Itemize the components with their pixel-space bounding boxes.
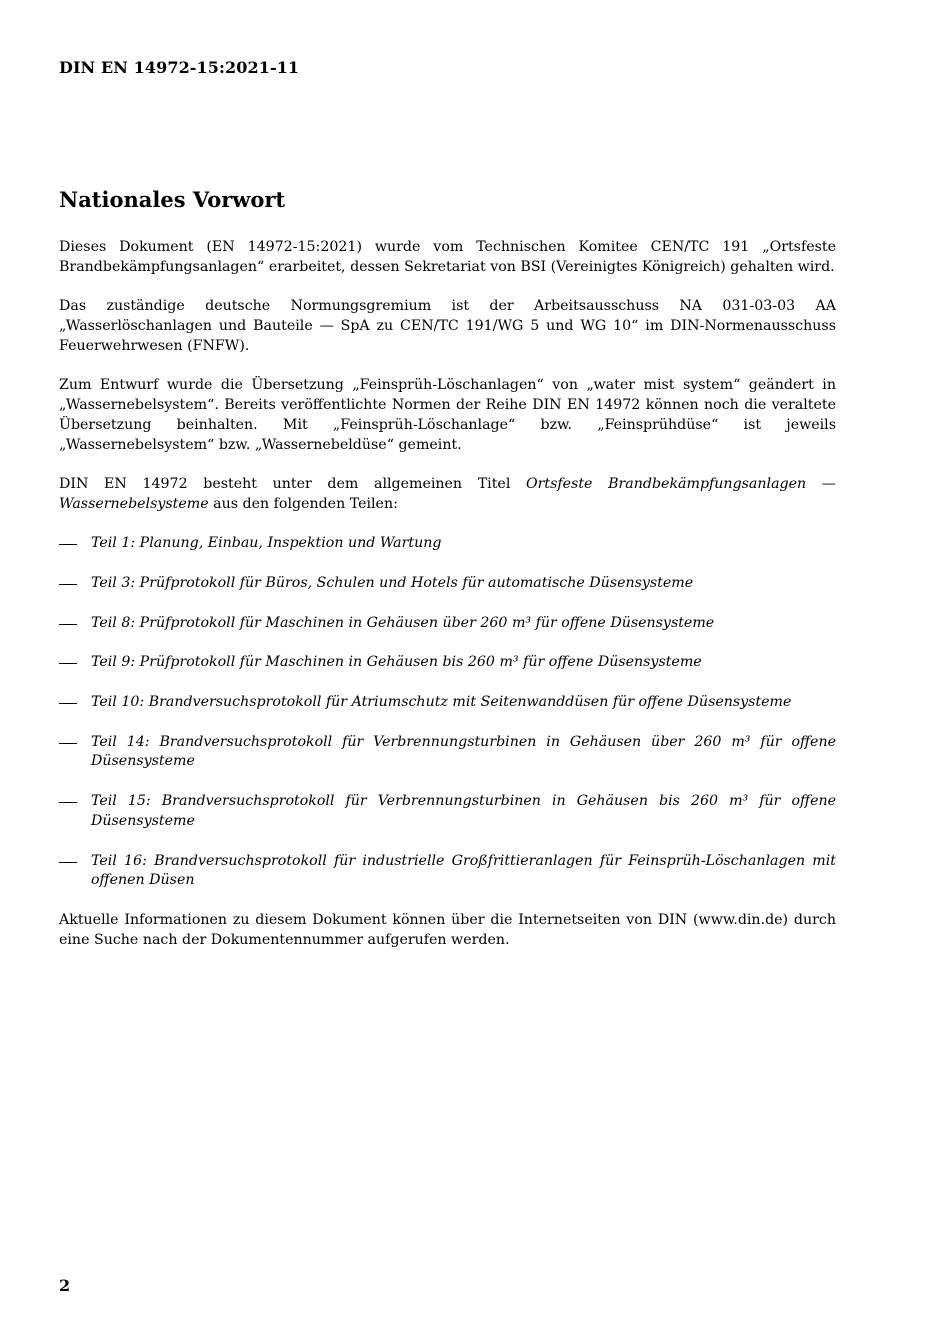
- list-item: [59, 792, 836, 832]
- parts-list: [59, 534, 836, 891]
- page-number: 2: [59, 1276, 71, 1295]
- paragraph-din-info: Aktuelle Informationen zu diesem Dokument können über die Internetseiten von DIN (www.din.de) durch eine Suche nach der Dokumentennummer aufgerufen werden.: [59, 912, 836, 948]
- list-item-text: Teil 9: Prüfprotokoll für Maschinen in Gehäusen bis 260 m³ für offene Düsensysteme: [91, 654, 702, 671]
- series-intro-prefix: DIN EN 14972 besteht unter dem allgemeinen Titel: [59, 475, 527, 492]
- list-item: [59, 574, 836, 594]
- list-item: [59, 852, 836, 892]
- paragraph-standards-body: Das zuständige deutsche Normungsgremium ist der Arbeitsausschuss NA 031-03-03 AA „Wasserlöschanlagen und Bauteile — SpA zu CEN/TC 191/WG 5 und WG 10“ im DIN-Normenausschuss Feuerwehrwesen (FNFW).: [59, 298, 836, 354]
- paragraph-committee: Dieses Dokument (EN 14972-15:2021) wurde vom Technischen Komitee CEN/TC 191 „Ortsfeste Brandbekämpfungsanlagen“ erarbeitet, dessen Sekretariat von BSI (Vereinigtes Königreich) gehalten wird.: [59, 239, 836, 275]
- list-item-text: Teil 1: Planung, Einbau, Inspektion und Wartung: [91, 535, 442, 552]
- series-intro-suffix: aus den folgenden Teilen:: [208, 495, 398, 512]
- list-item: [59, 614, 836, 634]
- paragraph-translation-note: Zum Entwurf wurde die Übersetzung „Feinsprüh-Löschanlagen“ von „water mist system“ geändert in „Wassernebelsystem“. Bereits veröffentlichte Normen der Reihe DIN EN 14972 können noch die veraltete Übersetzung beinhalten. Mit „Feinsprüh-Löschanlage“ bzw. „Feinsprühdüse“ ist jeweils „Wassernebelsystem“ bzw. „Wassernebeldüse“ gemeint.: [59, 377, 836, 453]
- list-item: [59, 693, 836, 713]
- section-title: Nationales Vorwort: [59, 187, 286, 212]
- list-item-text: Teil 3: Prüfprotokoll für Büros, Schulen und Hotels für automatische Düsensysteme: [91, 574, 694, 591]
- list-item: [59, 534, 836, 554]
- list-item-text: Teil 10: Brandversuchsprotokoll für Atriumschutz mit Seitenwanddüsen für offene Düsensysteme: [91, 693, 792, 710]
- section-body: [59, 238, 836, 970]
- list-item-text: Teil 8: Prüfprotokoll für Maschinen in Gehäusen über 260 m³ für offene Düsensysteme: [91, 614, 715, 631]
- list-item-text: Teil 15: Brandversuchsprotokoll für Verbrennungsturbinen in Gehäusen bis 260 m³ für offene Düsensysteme: [91, 793, 836, 829]
- series-title: Ortsfeste Brandbekämpfungsanlagen — Wassernebelsysteme: [59, 475, 836, 512]
- list-item-text: Teil 16: Brandversuchsprotokoll für industrielle Großfrittieranlagen für Feinsprüh-Löschanlagen mit offenen Düsen: [91, 852, 836, 889]
- document-id-header: DIN EN 14972-15:2021-11: [59, 58, 300, 77]
- list-item: [59, 653, 836, 673]
- paragraph-series-intro: [59, 475, 836, 515]
- list-item: [59, 733, 836, 773]
- list-item-text: Teil 14: Brandversuchsprotokoll für Verbrennungsturbinen in Gehäusen über 260 m³ für offene Düsensysteme: [91, 733, 836, 770]
